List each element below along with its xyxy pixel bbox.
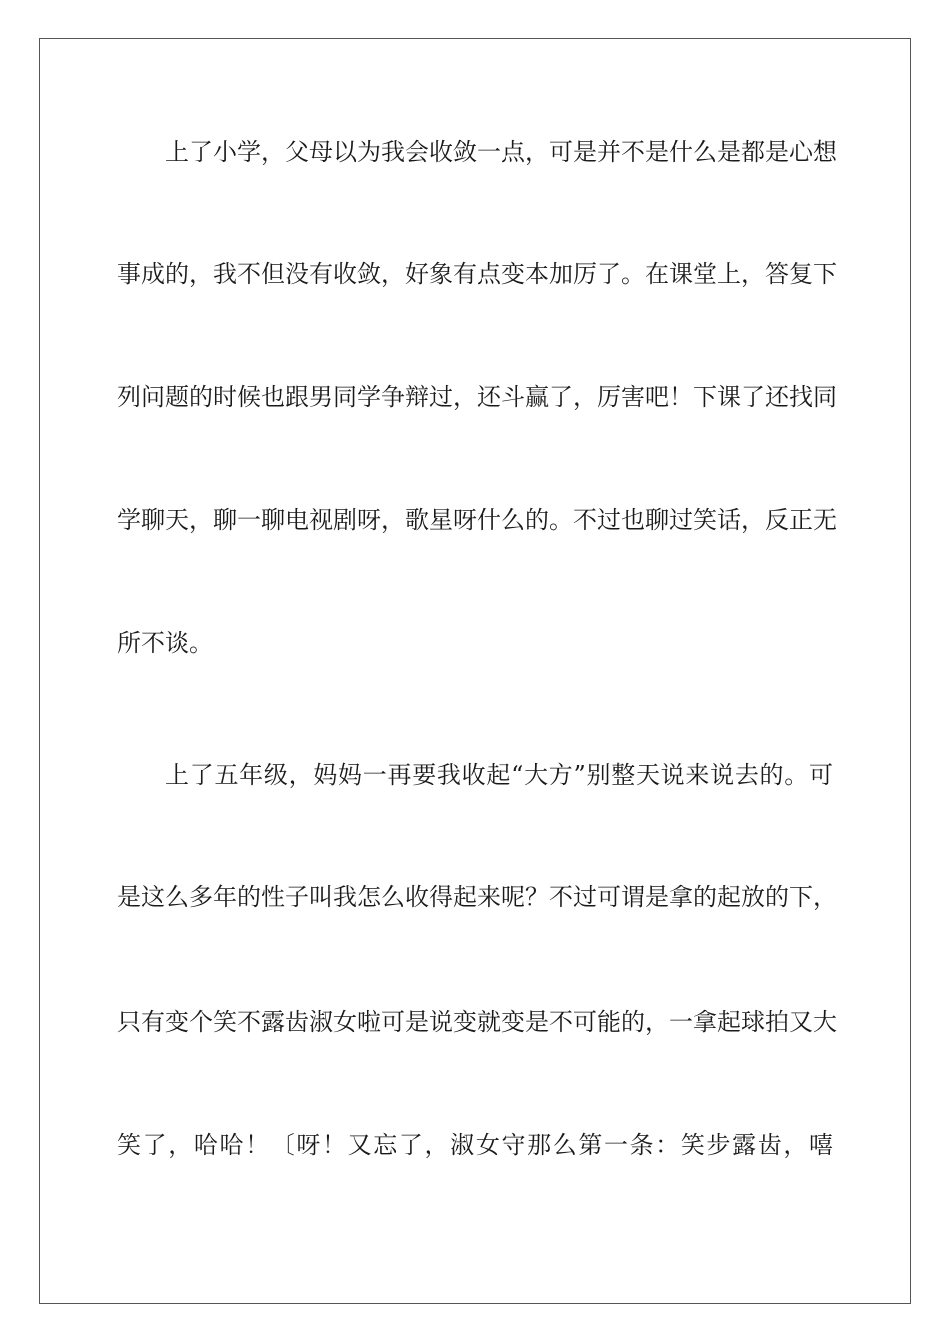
paragraph-line: 上了小学，父母以为我会收敛一点，可是并不是什么是都是心想 [165,138,837,166]
page-border [39,38,911,1304]
paragraph-line: 只有变个笑不露齿淑女啦可是说变就变是不可能的，一拿起球拍又大 [117,1008,837,1036]
paragraph-line: 是这么多年的性子叫我怎么收得起来呢？不过可谓是拿的起放的下， [117,883,837,911]
paragraph-line: 上了五年级，妈妈一再要我收起“大方”别整天说来说去的。可 [165,761,833,789]
paragraph-line: 列问题的时候也跟男同学争辩过，还斗赢了，厉害吧！下课了还找同 [117,383,837,411]
paragraph-line: 笑了，哈哈！〔呀！又忘了，淑女守那么第一条：笑步露齿，嘻 [117,1131,833,1159]
paragraph-line: 所不谈。 [117,629,213,657]
paragraph-line: 学聊天，聊一聊电视剧呀，歌星呀什么的。不过也聊过笑话，反正无 [117,506,837,534]
paragraph-line: 事成的，我不但没有收敛，好象有点变本加厉了。在课堂上，答复下 [117,260,837,288]
